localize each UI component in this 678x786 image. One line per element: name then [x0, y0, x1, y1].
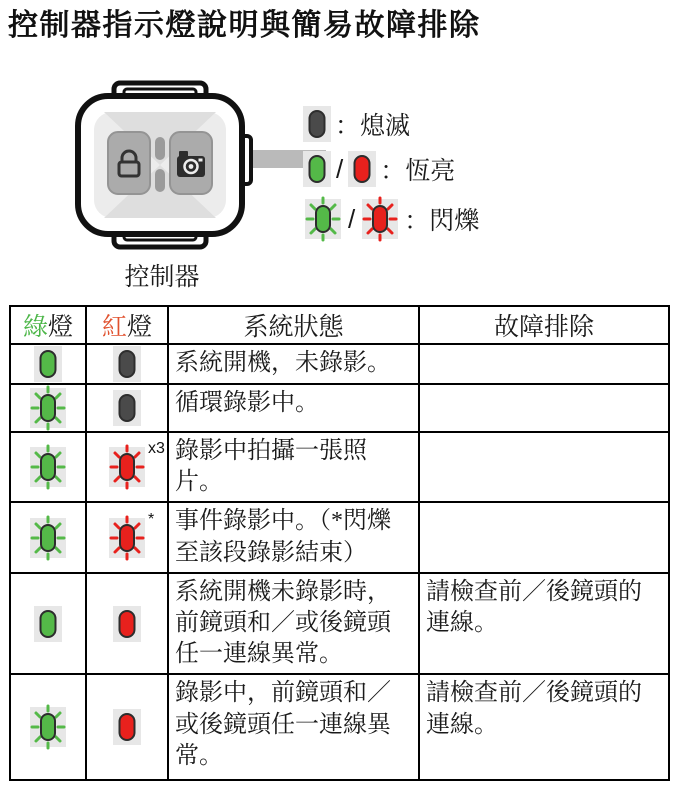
status-cell: 系統開機未錄影時，前鏡頭和／或後鏡頭任一連線異常。: [168, 573, 419, 675]
status-table: [9, 305, 670, 781]
green-header-char: 綠: [22, 314, 48, 341]
page-title: 控制器指示燈說明與簡易故障排除: [8, 9, 481, 42]
status-cell: 循環錄影中。: [168, 384, 419, 432]
green-led-cell: [10, 344, 86, 384]
legend-label: ：閃爍: [404, 208, 480, 235]
red-led-cell: [86, 502, 168, 572]
red-led-cell: [86, 344, 168, 384]
green-led-flashing-icon: [28, 385, 68, 431]
green-led-flashing-icon: [28, 704, 68, 750]
led-off-icon: [303, 106, 331, 142]
red-led-solid-icon: [113, 709, 141, 745]
status-cell: 錄影中拍攝一張照片。: [168, 432, 419, 502]
table-row: [10, 344, 669, 384]
red-led-cell: [86, 674, 168, 780]
troubleshoot-cell: [419, 432, 669, 502]
status-cell: 錄影中，前鏡頭和／或後鏡頭任一連線異常。: [168, 674, 419, 780]
status-cell: 系統開機，未錄影。: [168, 344, 419, 384]
green-led-cell: [10, 502, 86, 572]
green-led-cell: [10, 573, 86, 675]
red-led-flashing-icon: [107, 444, 147, 490]
table-row: [10, 502, 669, 572]
col-header-green-light: [10, 306, 86, 344]
red-led-cell: [86, 432, 168, 502]
flash-count-badge: x3: [148, 440, 165, 458]
troubleshoot-cell: 請檢查前／後鏡頭的連線。: [419, 674, 669, 780]
table-row: [10, 674, 669, 780]
green-led-solid-icon: [34, 346, 62, 382]
green-led-flashing-icon: [28, 515, 68, 561]
col-header-troubleshooting: 故障排除: [419, 306, 669, 344]
col-header-red-light: [86, 306, 168, 344]
legend-separator: /: [336, 153, 344, 184]
led-off-icon: [113, 346, 141, 382]
troubleshoot-cell: [419, 502, 669, 572]
controller-label: 控制器: [124, 264, 200, 291]
table-row: [10, 573, 669, 675]
red-led-cell: [86, 384, 168, 432]
green-led-solid-icon: [34, 606, 62, 642]
table-row: [10, 432, 669, 502]
col-header-system-status: 系統狀態: [168, 306, 419, 344]
red-led-cell: [86, 573, 168, 675]
troubleshoot-cell: [419, 344, 669, 384]
green-led-solid-icon: [303, 151, 331, 187]
controller-illustration: [70, 80, 330, 293]
flash-count-badge: *: [148, 510, 155, 528]
led-off-icon: [113, 390, 141, 426]
red-header-char: 紅: [101, 314, 127, 341]
red-led-flashing-icon: [360, 196, 400, 242]
legend-separator: /: [348, 203, 356, 234]
green-led-cell: [10, 674, 86, 780]
red-led-solid-icon: [113, 606, 141, 642]
controller-device-graphic: [70, 80, 326, 250]
green-header-rest: 燈: [48, 314, 74, 341]
legend-item: [303, 196, 479, 242]
troubleshoot-cell: 請檢查前／後鏡頭的連線。: [419, 573, 669, 675]
legend-label: ：恆亮: [380, 158, 456, 185]
red-led-solid-icon: [348, 151, 376, 187]
status-cell: 事件錄影中。（*閃爍至該段錄影結束）: [168, 502, 419, 572]
legend-item: [303, 151, 479, 187]
led-legend: [303, 106, 479, 251]
legend-item: [303, 106, 479, 142]
red-header-rest: 燈: [127, 314, 153, 341]
green-led-cell: [10, 432, 86, 502]
green-led-cell: [10, 384, 86, 432]
table-row: [10, 384, 669, 432]
troubleshoot-cell: [419, 384, 669, 432]
green-led-flashing-icon: [303, 196, 343, 242]
red-led-flashing-icon: [107, 515, 147, 561]
green-led-flashing-icon: [28, 444, 68, 490]
legend-label: ：熄滅: [335, 113, 411, 140]
table-header-row: [10, 306, 669, 344]
